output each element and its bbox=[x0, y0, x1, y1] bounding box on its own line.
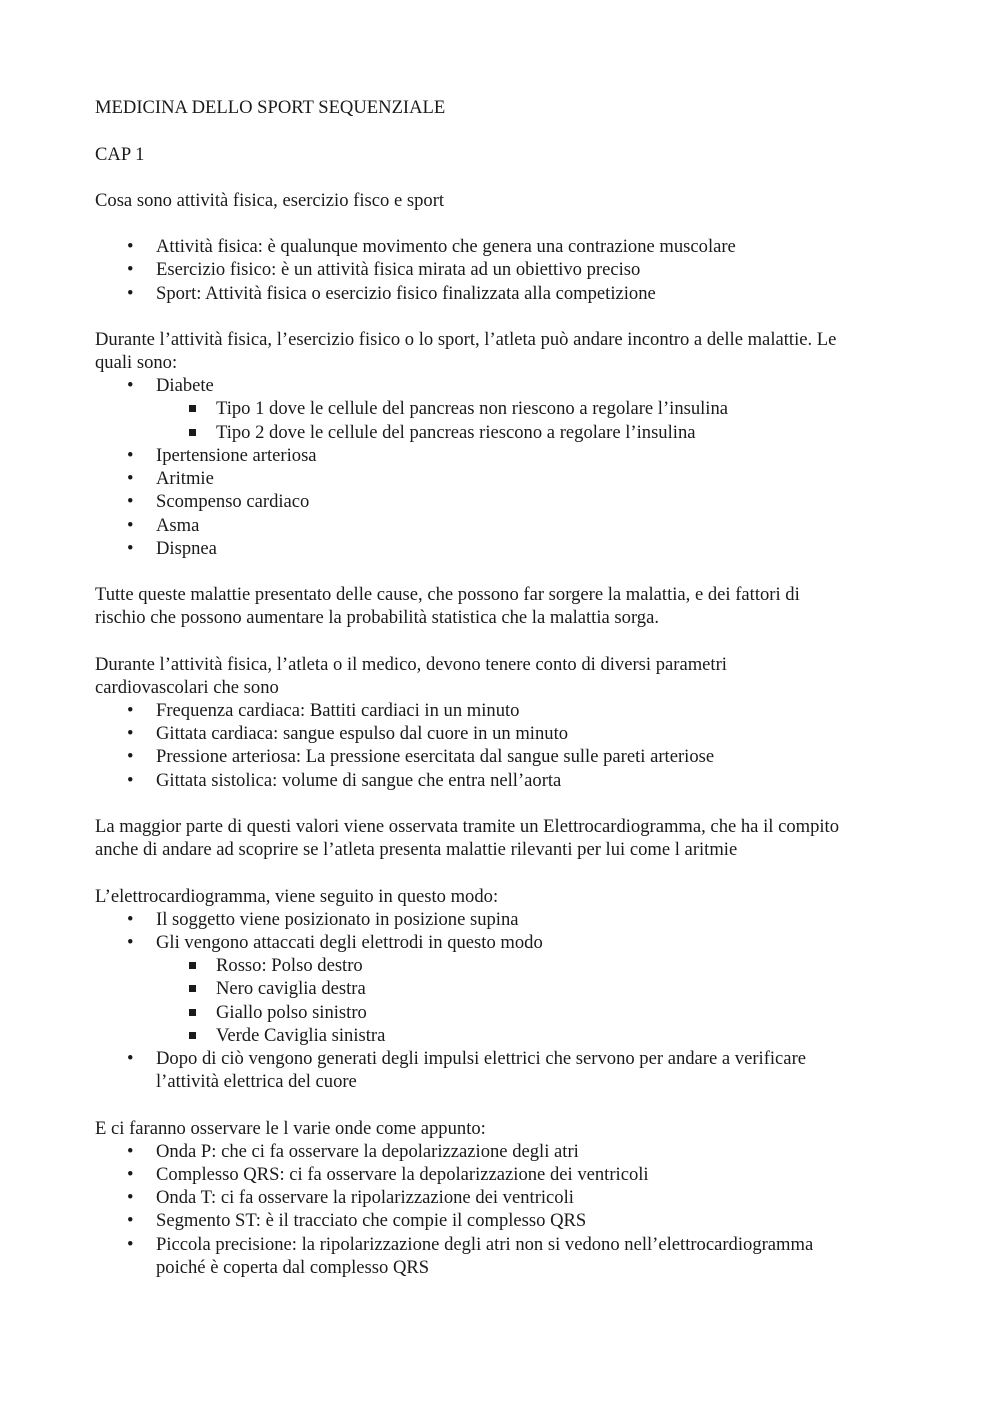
list-item-text: Onda T: ci fa osservare la ripolarizzazione dei ventricoli bbox=[156, 1187, 574, 1208]
list-item bbox=[127, 537, 217, 560]
list-item-text: Aritmie bbox=[156, 468, 214, 489]
list-item-text: Attività fisica: è qualunque movimento che genera una contrazione muscolare bbox=[156, 236, 736, 257]
bullet-icon: • bbox=[127, 1187, 134, 1208]
bullet-icon: • bbox=[127, 259, 134, 280]
list-item bbox=[127, 444, 317, 467]
bullet-icon: • bbox=[127, 1141, 134, 1162]
list-item bbox=[127, 374, 214, 397]
bullet-icon: • bbox=[127, 932, 134, 953]
sub-list-item-text: Tipo 2 dove le cellule del pancreas riescono a regolare l’insulina bbox=[216, 422, 696, 443]
square-bullet-icon bbox=[189, 1032, 196, 1039]
list-item bbox=[127, 1233, 814, 1256]
list-item-text: Diabete bbox=[156, 375, 214, 396]
list-item bbox=[127, 745, 715, 768]
paragraph-line: E ci faranno osservare le l varie onde come appunto: bbox=[95, 1118, 486, 1139]
list-item-text: Esercizio fisico: è un attività fisica mirata ad un obiettivo preciso bbox=[156, 259, 641, 280]
list-item-text: Scompenso cardiaco bbox=[156, 491, 310, 512]
list-item bbox=[127, 1140, 579, 1163]
bullet-icon: • bbox=[127, 515, 134, 536]
paragraph-line: Durante l’attività fisica, l’esercizio fisico o lo sport, l’atleta può andare incontro a delle malattie. Le bbox=[95, 329, 837, 350]
sub-list-item-text: Rosso: Polso destro bbox=[216, 955, 363, 976]
bullet-icon: • bbox=[127, 445, 134, 466]
list-item-continuation bbox=[156, 1256, 429, 1279]
bullet-icon: • bbox=[127, 236, 134, 257]
list-item-text: Il soggetto viene posizionato in posizione supina bbox=[156, 909, 519, 930]
paragraph-line: La maggior parte di questi valori viene osservata tramite un Elettrocardiogramma, che ha il compito bbox=[95, 816, 840, 837]
list-item-text: Gittata sistolica: volume di sangue che entra nell’aorta bbox=[156, 770, 562, 791]
sub-list-item-text: Nero caviglia destra bbox=[216, 978, 366, 999]
paragraph-line: quali sono: bbox=[95, 352, 178, 373]
list-item-text: Frequenza cardiaca: Battiti cardiaci in un minuto bbox=[156, 700, 520, 721]
list-item bbox=[127, 1209, 587, 1232]
bullet-icon: • bbox=[127, 1234, 134, 1255]
list-item bbox=[127, 1186, 574, 1209]
list-item-text: Asma bbox=[156, 515, 200, 536]
list-item-text: Piccola precisione: la ripolarizzazione degli atri non si vedono nell’elettrocardiogramma bbox=[156, 1234, 814, 1255]
paragraph-line: Tutte queste malattie presentato delle cause, che possono far sorgere la malattia, e dei fattori di bbox=[95, 584, 800, 605]
sub-list-item-text: Tipo 1 dove le cellule del pancreas non riescono a regolare l’insulina bbox=[216, 398, 729, 419]
sub-list-item bbox=[216, 977, 366, 1000]
bullet-icon: • bbox=[127, 283, 134, 304]
list-item-text: Dispnea bbox=[156, 538, 217, 559]
bullet-icon: • bbox=[127, 491, 134, 512]
list-item bbox=[127, 258, 641, 281]
list-item bbox=[127, 931, 543, 954]
bullet-icon: • bbox=[127, 538, 134, 559]
square-bullet-icon bbox=[189, 985, 196, 992]
sub-list-item bbox=[216, 1001, 367, 1024]
sub-list-item-text: Giallo polso sinistro bbox=[216, 1002, 367, 1023]
list-item bbox=[127, 467, 214, 490]
list-item-text: Gli vengono attaccati degli elettrodi in questo modo bbox=[156, 932, 543, 953]
list-item-text: Pressione arteriosa: La pressione esercitata dal sangue sulle pareti arteriose bbox=[156, 746, 715, 767]
sub-list-item bbox=[216, 397, 728, 420]
bullet-icon: • bbox=[127, 468, 134, 489]
list-item-text: l’attività elettrica del cuore bbox=[156, 1071, 357, 1092]
section-intro: Cosa sono attività fisica, esercizio fisco e sport bbox=[95, 190, 445, 211]
list-item-text: Complesso QRS: ci fa osservare la depolarizzazione dei ventricoli bbox=[156, 1164, 649, 1185]
sub-list-item bbox=[216, 954, 363, 977]
bullet-icon: • bbox=[127, 1164, 134, 1185]
bullet-icon: • bbox=[127, 909, 134, 930]
bullet-icon: • bbox=[127, 375, 134, 396]
chapter-heading: CAP 1 bbox=[95, 144, 145, 165]
list-item bbox=[127, 514, 200, 537]
list-item-text: Dopo di ciò vengono generati degli impulsi elettrici che servono per andare a verificare bbox=[156, 1048, 807, 1069]
sub-list-item bbox=[216, 421, 696, 444]
paragraph-line: cardiovascolari che sono bbox=[95, 677, 279, 698]
square-bullet-icon bbox=[189, 962, 196, 969]
bullet-icon: • bbox=[127, 1210, 134, 1231]
list-item-text: Gittata cardiaca: sangue espulso dal cuore in un minuto bbox=[156, 723, 569, 744]
list-item bbox=[127, 699, 520, 722]
list-item-text: Segmento ST: è il tracciato che compie il complesso QRS bbox=[156, 1210, 587, 1231]
list-item-text: poiché è coperta dal complesso QRS bbox=[156, 1257, 430, 1278]
list-item bbox=[127, 908, 519, 931]
list-item-text: Sport: Attività fisica o esercizio fisico finalizzata alla competizione bbox=[156, 283, 656, 304]
bullet-icon: • bbox=[127, 770, 134, 791]
list-item bbox=[127, 769, 562, 792]
bullet-icon: • bbox=[127, 746, 134, 767]
paragraph-line: L’elettrocardiogramma, viene seguito in questo modo: bbox=[95, 886, 499, 907]
document-title: MEDICINA DELLO SPORT SEQUENZIALE bbox=[95, 97, 446, 118]
sub-list-item bbox=[216, 1024, 385, 1047]
list-item-text: Onda P: che ci fa osservare la depolarizzazione degli atri bbox=[156, 1141, 579, 1162]
list-item bbox=[127, 1163, 649, 1186]
list-item-text: Ipertensione arteriosa bbox=[156, 445, 317, 466]
paragraph-line: anche di andare ad scoprire se l’atleta presenta malattie rilevanti per lui come l aritmie bbox=[95, 839, 738, 860]
list-item-continuation bbox=[156, 1070, 357, 1093]
square-bullet-icon bbox=[189, 429, 196, 436]
list-item bbox=[127, 490, 310, 513]
list-item bbox=[127, 282, 656, 305]
list-item bbox=[127, 235, 736, 258]
bullet-icon: • bbox=[127, 1048, 134, 1069]
bullet-icon: • bbox=[127, 723, 134, 744]
sub-list-item-text: Verde Caviglia sinistra bbox=[216, 1025, 386, 1046]
square-bullet-icon bbox=[189, 1009, 196, 1016]
list-item bbox=[127, 1047, 807, 1070]
paragraph-line: rischio che possono aumentare la probabilità statistica che la malattia sorga. bbox=[95, 607, 659, 628]
bullet-icon: • bbox=[127, 700, 134, 721]
square-bullet-icon bbox=[189, 405, 196, 412]
paragraph-line: Durante l’attività fisica, l’atleta o il medico, devono tenere conto di diversi parametri bbox=[95, 654, 727, 675]
list-item bbox=[127, 722, 569, 745]
